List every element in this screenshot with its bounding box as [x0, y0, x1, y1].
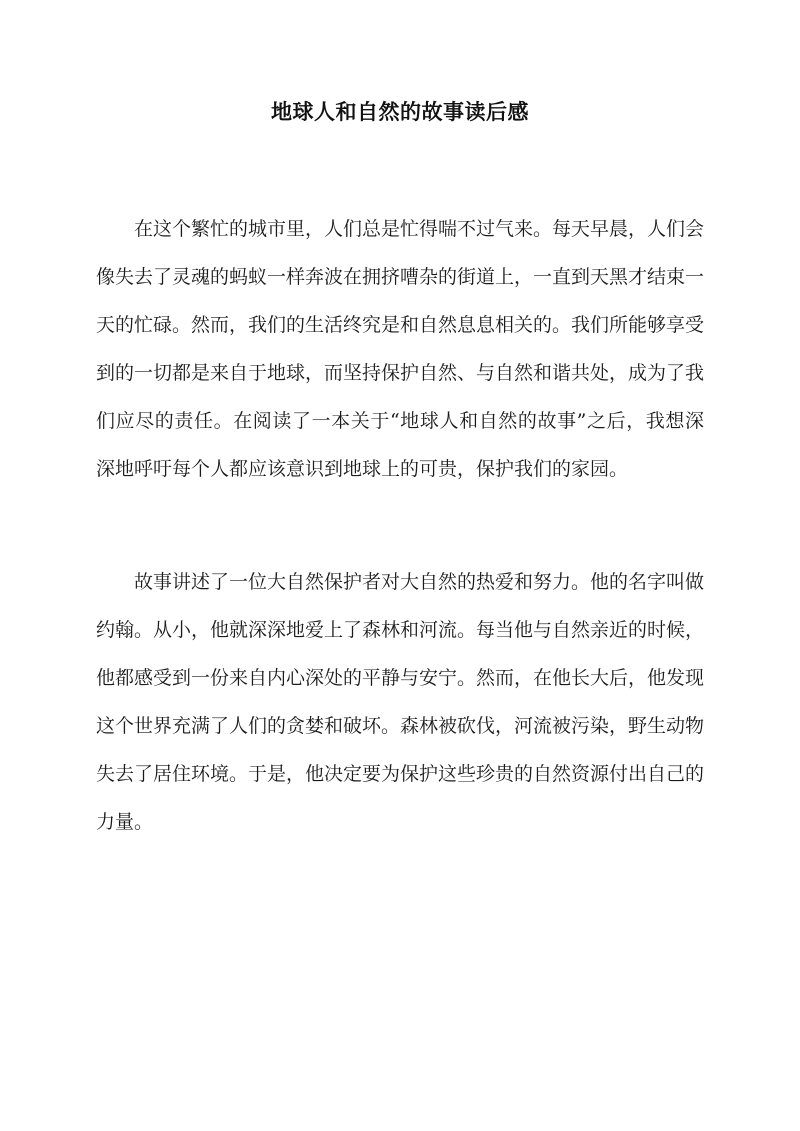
- document-title: 地球人和自然的故事读后感: [271, 99, 529, 124]
- body-paragraph-1: 在这个繁忙的城市里，人们总是忙得喘不过气来。每天早晨，人们会像失去了灵魂的蚂蚁一样奔波在拥挤嘈杂的街道上，一直到天黑才结束一天的忙碌。然而，我们的生活终究是和自然息息相关的。我们所能够享受到的一切都是来自于地球，而坚持保护自然、与自然和谐共处，成为了我们应尽的责任。在阅读了一本关于“地球人和自然的故事”之后，我想深深地呼吁每个人都应该意识到地球上的可贵，保护我们的家园。: [96, 218, 705, 480]
- body-paragraph-2: 故事讲述了一位大自然保护者对大自然的热爱和努力。他的名字叫做约翰。从小，他就深深地爱上了森林和河流。每当他与自然亲近的时候，他都感受到一份来自内心深处的平静与安宁。然而，在他长大后，他发现这个世界充满了人们的贪婪和破坏。森林被砍伐，河流被污染，野生动物失去了居住环境。于是，他决定要为保护这些珍贵的自然资源付出自己的力量。: [96, 571, 705, 833]
